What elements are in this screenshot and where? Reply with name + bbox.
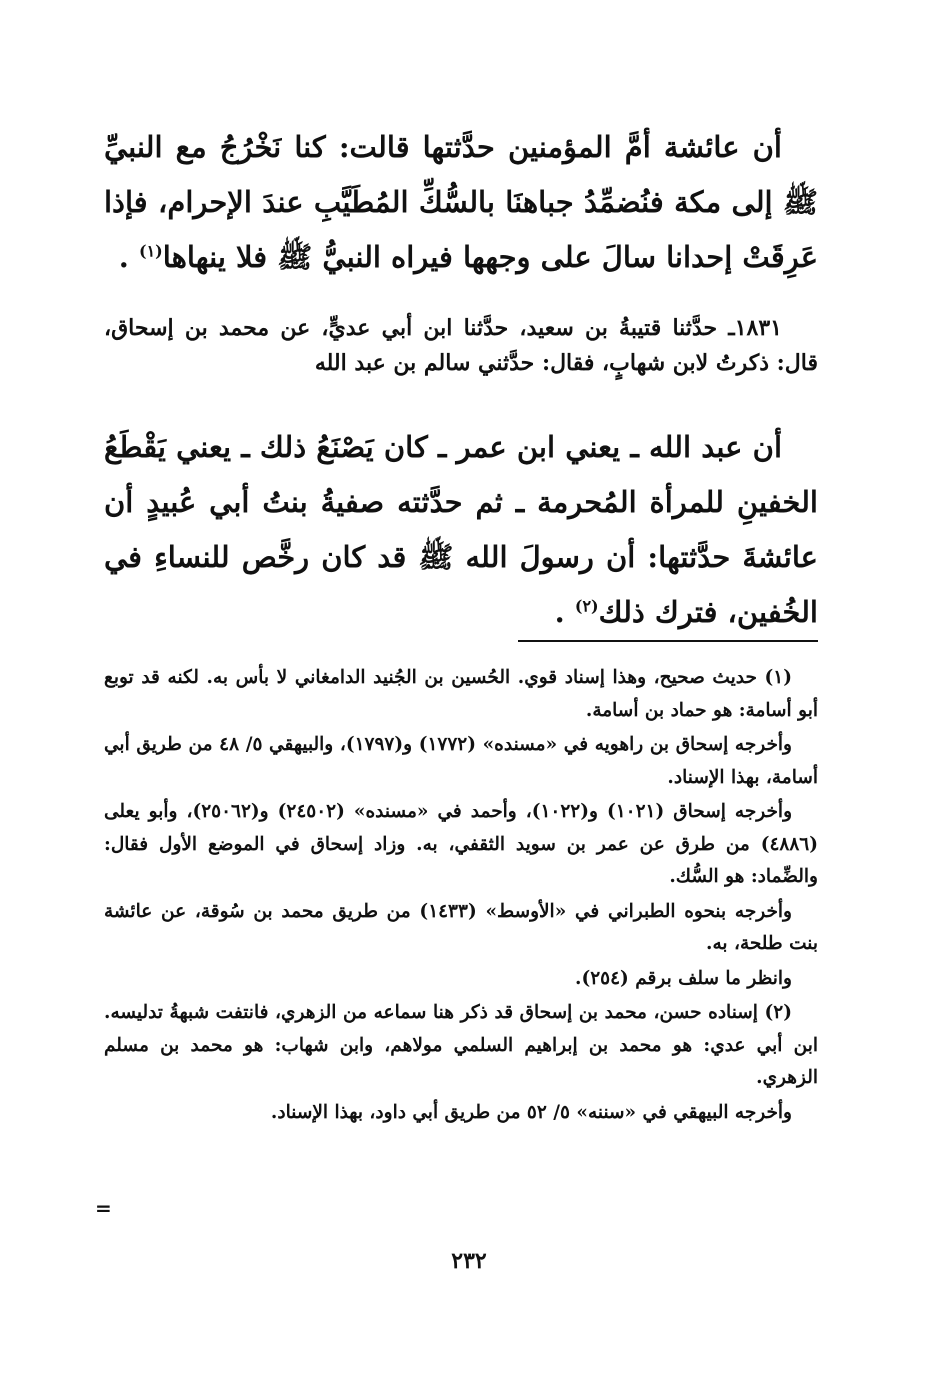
footnotes-section: [104, 662, 818, 1131]
footnote-continuation-mark: =: [95, 1196, 112, 1220]
page-number: ٢٣٢: [451, 1248, 487, 1274]
footnote-2-para-1: (٢) إسناده حسن، محمد بن إسحاق قد ذكر هنا سماعه من الزهري، فانتفت شبهةُ تدليسه. ابن أبي عدي: هو محمد بن إبراهيم السلمي مولاهم، وابن شهاب: هو محمد بن مسلم الزهري.: [104, 1002, 818, 1088]
hadith-1830-matn: [104, 120, 818, 285]
hadith-1831-isnad-block: [104, 311, 818, 381]
footnote-1-para-3: وأخرجه إسحاق (١٠٢١) و(١٠٢٢)، وأحمد في «مسنده» (٢٤٥٠٢) و(٢٥٠٦٢)، وأبو يعلى (٤٨٨٦) من طرق عن عمر بن سويد الثقفي، به. وزاد إسحاق في الموضع الأول فقال: والضِّماد: هو السُّك.: [104, 801, 818, 887]
hadith-1830-text: أن عائشة أمَّ المؤمنين حدَّثتها قالت: كنا نَخْرُجُ مع النبيِّ ﷺ إلى مكة فنُضمِّدُ جباهنَا بالسُّكِّ المُطَيَّبِ عندَ الإحرام، فإذا عَرِقَتْ إحدانا سالَ على وجهها فيراه النبيُّ ﷺ فلا ينهاها: [104, 130, 818, 274]
footnote-1-para-4: وأخرجه بنحوه الطبراني في «الأوسط» (١٤٣٣) من طريق محمد بن سُوقة، عن عائشة بنت طلحة، به.: [104, 900, 818, 954]
hadith-1831-end: .: [554, 595, 575, 629]
footnote-ref-1[interactable]: (١): [139, 241, 163, 261]
hadith-1830-matn-block: [104, 120, 818, 285]
footnote-separator: [518, 640, 818, 642]
footnote-1-para-5: وانظر ما سلف برقم (٢٥٤).: [575, 967, 792, 989]
footnote-1-para-2: وأخرجه إسحاق بن راهويه في «مسنده» (١٧٧٢) و(١٧٩٧)، والبيهقي ٥/ ٤٨ من طريق أبي أسامة، بهذا الإسناد.: [104, 734, 818, 788]
footnote-2-para-2: وأخرجه البيهقي في «سننه» ٥/ ٥٢ من طريق أبي داود، بهذا الإسناد.: [270, 1101, 792, 1123]
footnote-ref-2[interactable]: (٢): [574, 596, 599, 616]
footnote-1-para-1: (١) حديث صحيح، وهذا إسناد قوي. الحُسين بن الجُنيد الدامغاني لا بأس به. لكنه قد توبع أبو أسامة: هو حماد بن أسامة.: [104, 667, 818, 721]
hadith-1830-end: .: [118, 240, 139, 274]
hadith-1831-text: أن عبد الله ـ يعني ابن عمر ـ كان يَصْنَعُ ذلك ـ يعني يَقْطَعُ الخفينِ للمرأة المُحرمة ـ ثم حدَّثته صفيةُ بنتُ أبي عُبيدٍ أن عائشةَ حدَّثتها: أن رسولَ الله ﷺ قد كان رخَّص للنساءِ في الخُفين، فترك ذلك: [104, 430, 818, 629]
hadith-1831-matn-block: [104, 420, 818, 640]
hadith-1831-matn: [104, 420, 818, 640]
hadith-1831-isnad: ١٨٣١ـ حدَّثنا قتيبةُ بن سعيد، حدَّثنا ابن أبي عديٍّ، عن محمد بن إسحاق، قال: ذكرتُ لابن شهابٍ، فقال: حدَّثني سالم بن عبد الله: [104, 315, 818, 376]
